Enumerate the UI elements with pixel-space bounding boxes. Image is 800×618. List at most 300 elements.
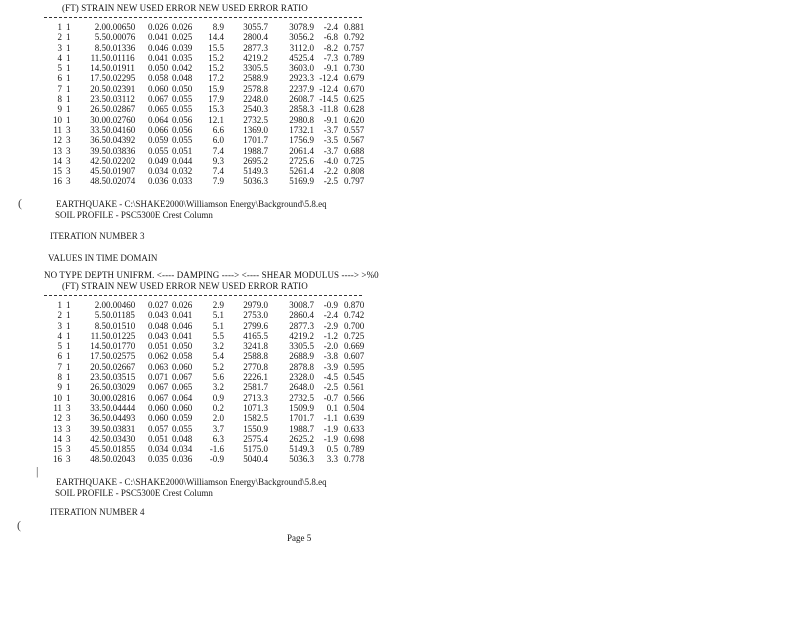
modulus-ratio: 0.557 (344, 124, 365, 135)
damping-used: 0.059 (172, 413, 193, 424)
depth-value: 5.5 (94, 310, 106, 321)
modulus-used: 3078.9 (289, 22, 314, 32)
modulus-ratio: 0.620 (344, 114, 365, 125)
table-row (44, 176, 384, 186)
modulus-error: -11.8 (319, 104, 338, 115)
table1-header-units: (FT) STRAIN NEW USED ERROR NEW USED ERROR RATIO (62, 3, 308, 13)
modulus-error: -1.1 (323, 413, 338, 424)
damping-new: 0.034 (148, 444, 169, 455)
damping-error: 15.2 (208, 63, 224, 74)
modulus-error: -3.7 (323, 145, 338, 156)
damping-error: -1.6 (209, 444, 224, 455)
damping-new: 0.046 (148, 42, 169, 53)
strain-value: 0.01911 (106, 63, 135, 74)
layer-type: 1 (66, 73, 71, 84)
modulus-ratio: 0.504 (344, 402, 365, 413)
layer-type: 3 (66, 135, 71, 146)
strain-value: 0.01855 (106, 444, 136, 455)
modulus-error: -1.2 (323, 330, 338, 341)
modulus-error: 0.5 (326, 444, 338, 455)
table-row (44, 73, 384, 83)
modulus-used: 3603.0 (289, 63, 314, 74)
damping-used: 0.034 (172, 444, 193, 455)
layer-type: 1 (66, 22, 71, 32)
layer-number: 2 (57, 32, 62, 43)
table-row (44, 434, 384, 444)
modulus-new: 1582.5 (243, 413, 268, 424)
modulus-used: 1988.7 (289, 423, 314, 434)
layer-number: 7 (57, 83, 62, 94)
modulus-used: 2923.3 (289, 73, 314, 84)
modulus-used: 2625.2 (289, 433, 314, 444)
layer-type: 1 (66, 63, 71, 74)
damping-used: 0.056 (172, 114, 193, 125)
table2-header-rule (44, 295, 362, 296)
damping-new: 0.049 (148, 155, 169, 166)
damping-new: 0.059 (148, 135, 169, 146)
modulus-new: 3055.7 (243, 22, 268, 32)
layer-type: 3 (66, 145, 71, 156)
strain-value: 0.04160 (106, 124, 136, 135)
damping-used: 0.041 (172, 330, 193, 341)
layer-number: 9 (57, 104, 62, 115)
damping-error: 14.4 (208, 32, 224, 43)
layer-type: 1 (66, 392, 71, 403)
depth-value: 36.5 (90, 413, 106, 424)
modulus-error: -14.5 (319, 94, 338, 105)
damping-new: 0.055 (148, 145, 169, 156)
damping-error: 5.1 (212, 320, 224, 331)
damping-used: 0.048 (172, 73, 193, 84)
damping-error: 15.9 (208, 83, 224, 94)
damping-error: 17.2 (208, 73, 224, 84)
modulus-ratio: 0.566 (344, 392, 365, 403)
damping-error: 3.7 (212, 423, 224, 434)
layer-number: 1 (57, 300, 62, 310)
scan-mark: ( (18, 196, 22, 210)
modulus-new: 2800.4 (243, 32, 268, 43)
modulus-used: 4219.2 (289, 330, 314, 341)
modulus-new: 2226.1 (243, 372, 268, 383)
layer-type: 1 (66, 341, 71, 352)
damping-new: 0.062 (148, 351, 169, 362)
layer-type: 3 (66, 423, 71, 434)
damping-used: 0.026 (172, 300, 193, 310)
modulus-used: 2237.9 (289, 83, 314, 94)
table-row (44, 341, 384, 351)
damping-new: 0.043 (148, 330, 169, 341)
table-row (44, 94, 384, 104)
damping-used: 0.058 (172, 351, 193, 362)
depth-value: 42.5 (90, 155, 106, 166)
depth-value: 45.5 (90, 444, 106, 455)
damping-used: 0.060 (172, 402, 193, 413)
modulus-new: 2753.0 (243, 310, 268, 321)
damping-used: 0.033 (172, 176, 193, 187)
modulus-ratio: 0.881 (344, 22, 365, 32)
damping-error: 2.9 (212, 300, 224, 310)
modulus-new: 1988.7 (243, 145, 268, 156)
damping-new: 0.041 (148, 32, 169, 43)
soil-profile-line-1: SOIL PROFILE - PSC5300E Crest Column (55, 210, 213, 220)
modulus-ratio: 0.789 (344, 444, 365, 455)
damping-new: 0.041 (148, 52, 169, 63)
depth-value: 5.5 (94, 32, 106, 43)
modulus-used: 2061.4 (289, 145, 314, 156)
depth-value: 30.0 (90, 114, 106, 125)
modulus-used: 2732.5 (289, 392, 314, 403)
layer-type: 1 (66, 300, 71, 310)
modulus-error: -1.9 (323, 423, 338, 434)
layer-type: 1 (66, 52, 71, 63)
layer-number: 5 (57, 63, 62, 74)
scan-mark: ( (17, 518, 21, 532)
modulus-used: 3112.0 (289, 42, 314, 53)
depth-value: 26.5 (90, 382, 106, 393)
damping-error: 7.4 (212, 166, 224, 177)
table-row (44, 351, 384, 361)
layer-type: 1 (66, 320, 71, 331)
damping-used: 0.042 (172, 63, 193, 74)
layer-type: 1 (66, 351, 71, 362)
damping-used: 0.046 (172, 320, 193, 331)
damping-used: 0.065 (172, 382, 193, 393)
modulus-new: 3241.8 (243, 341, 268, 352)
layer-type: 3 (66, 433, 71, 444)
modulus-ratio: 0.561 (344, 382, 365, 393)
modulus-error: -3.9 (323, 361, 338, 372)
strain-value: 0.02760 (106, 114, 136, 125)
modulus-error: -2.4 (323, 22, 338, 32)
strain-value: 0.03831 (106, 423, 136, 434)
layer-type: 1 (66, 42, 71, 53)
strain-value: 0.02575 (106, 351, 136, 362)
layer-number: 9 (57, 382, 62, 393)
depth-value: 42.5 (90, 433, 106, 444)
depth-value: 48.5 (90, 454, 106, 465)
modulus-error: -2.9 (323, 320, 338, 331)
modulus-ratio: 0.633 (344, 423, 365, 434)
table-row (44, 32, 384, 42)
table-row (44, 135, 384, 145)
depth-value: 48.5 (90, 176, 106, 187)
damping-new: 0.035 (148, 454, 169, 465)
layer-type: 3 (66, 176, 71, 187)
modulus-used: 5261.4 (289, 166, 314, 177)
damping-error: 5.4 (212, 351, 224, 362)
layer-type: 1 (66, 32, 71, 43)
modulus-used: 5169.9 (289, 176, 314, 187)
strain-value: 0.02816 (106, 392, 136, 403)
modulus-error: 0.1 (326, 402, 338, 413)
damping-error: 8.9 (212, 22, 224, 32)
modulus-ratio: 0.698 (344, 433, 365, 444)
damping-new: 0.065 (148, 104, 169, 115)
strain-value: 0.02074 (106, 176, 136, 187)
damping-used: 0.026 (172, 22, 193, 32)
modulus-new: 2578.8 (243, 83, 268, 94)
damping-used: 0.055 (172, 423, 193, 434)
table-row (44, 104, 384, 114)
table-row (44, 331, 384, 341)
modulus-new: 2588.8 (243, 351, 268, 362)
modulus-ratio: 0.669 (344, 341, 365, 352)
modulus-error: -6.8 (323, 32, 338, 43)
table-row (44, 63, 384, 73)
modulus-ratio: 0.797 (344, 176, 365, 187)
iteration-number-3: ITERATION NUMBER 3 (50, 231, 145, 241)
layer-type: 1 (66, 104, 71, 115)
modulus-used: 2858.3 (289, 104, 314, 115)
damping-error: 0.9 (212, 392, 224, 403)
layer-type: 1 (66, 310, 71, 321)
modulus-new: 2713.3 (243, 392, 268, 403)
modulus-error: -2.5 (323, 382, 338, 393)
modulus-new: 2770.8 (243, 361, 268, 372)
layer-type: 3 (66, 124, 71, 135)
modulus-new: 2877.3 (243, 42, 268, 53)
strain-value: 0.02667 (106, 361, 136, 372)
damping-used: 0.032 (172, 166, 193, 177)
damping-used: 0.050 (172, 83, 193, 94)
layer-number: 13 (53, 145, 62, 156)
strain-value: 0.01770 (106, 341, 136, 352)
modulus-used: 5036.3 (289, 454, 314, 465)
table-row (44, 382, 384, 392)
strain-value: 0.02043 (106, 454, 136, 465)
modulus-new: 4219.2 (243, 52, 268, 63)
damping-new: 0.036 (148, 176, 169, 187)
strain-value: 0.04444 (106, 402, 136, 413)
damping-error: 15.2 (208, 52, 224, 63)
values-in-time-domain: VALUES IN TIME DOMAIN (48, 253, 158, 263)
modulus-used: 1509.9 (289, 402, 314, 413)
layer-number: 3 (57, 42, 62, 53)
damping-error: 5.5 (212, 330, 224, 341)
depth-value: 33.5 (90, 124, 106, 135)
strain-value: 0.03836 (106, 145, 136, 156)
strain-value: 0.01185 (106, 310, 135, 321)
modulus-ratio: 0.725 (344, 330, 365, 341)
modulus-new: 2732.5 (243, 114, 268, 125)
modulus-ratio: 0.808 (344, 166, 365, 177)
modulus-error: -4.5 (323, 372, 338, 383)
layer-type: 3 (66, 454, 71, 465)
layer-type: 3 (66, 413, 71, 424)
modulus-new: 5175.0 (243, 444, 268, 455)
strain-value: 0.02391 (106, 83, 136, 94)
iteration-table-1 (44, 22, 384, 187)
layer-type: 1 (66, 382, 71, 393)
table2-header-columns: NO TYPE DEPTH UNIFRM. <---- DAMPING ----> <---- SHEAR MODULUS ----> >%0 (44, 270, 379, 280)
damping-new: 0.034 (148, 166, 169, 177)
strain-value: 0.00076 (106, 32, 136, 43)
modulus-error: -1.9 (323, 433, 338, 444)
table-row (44, 362, 384, 372)
modulus-used: 2328.0 (289, 372, 314, 383)
damping-error: 5.2 (212, 361, 224, 372)
table-row (44, 84, 384, 94)
modulus-new: 2540.3 (243, 104, 268, 115)
damping-new: 0.060 (148, 402, 169, 413)
damping-used: 0.035 (172, 52, 193, 63)
modulus-error: -3.7 (323, 124, 338, 135)
damping-new: 0.057 (148, 423, 169, 434)
strain-value: 0.04493 (106, 413, 136, 424)
layer-number: 6 (57, 73, 62, 84)
damping-error: -0.9 (209, 454, 224, 465)
layer-number: 16 (53, 176, 62, 187)
damping-error: 6.3 (212, 433, 224, 444)
modulus-new: 1369.0 (243, 124, 268, 135)
table-row (44, 146, 384, 156)
modulus-error: -0.7 (323, 392, 338, 403)
layer-type: 3 (66, 166, 71, 177)
damping-error: 2.0 (212, 413, 224, 424)
damping-new: 0.051 (148, 341, 169, 352)
damping-new: 0.067 (148, 392, 169, 403)
damping-new: 0.063 (148, 361, 169, 372)
depth-value: 17.5 (90, 351, 106, 362)
table-row (44, 166, 384, 176)
modulus-ratio: 0.789 (344, 52, 365, 63)
modulus-ratio: 0.757 (344, 42, 365, 53)
strain-value: 0.01907 (106, 166, 136, 177)
modulus-used: 2608.7 (289, 94, 314, 105)
modulus-error: -2.4 (323, 310, 338, 321)
modulus-error: -7.3 (323, 52, 338, 63)
layer-number: 3 (57, 320, 62, 331)
modulus-error: -12.4 (319, 83, 338, 94)
modulus-new: 2575.4 (243, 433, 268, 444)
strain-value: 0.03112 (106, 94, 135, 105)
strain-value: 0.03029 (106, 382, 136, 393)
modulus-ratio: 0.670 (344, 83, 365, 94)
modulus-ratio: 0.545 (344, 372, 365, 383)
layer-number: 14 (53, 433, 62, 444)
layer-number: 8 (57, 372, 62, 383)
modulus-ratio: 0.595 (344, 361, 365, 372)
layer-type: 3 (66, 155, 71, 166)
modulus-new: 1071.3 (243, 402, 268, 413)
damping-used: 0.039 (172, 42, 193, 53)
table-row (44, 125, 384, 135)
modulus-used: 2860.4 (289, 310, 314, 321)
damping-error: 5.1 (212, 310, 224, 321)
layer-number: 7 (57, 361, 62, 372)
layer-number: 13 (53, 423, 62, 434)
modulus-used: 5149.3 (289, 444, 314, 455)
layer-number: 15 (53, 444, 62, 455)
depth-value: 8.5 (94, 42, 106, 53)
modulus-new: 5149.3 (243, 166, 268, 177)
strain-value: 0.02202 (106, 155, 136, 166)
modulus-error: 3.3 (326, 454, 338, 465)
layer-number: 8 (57, 94, 62, 105)
modulus-error: -3.8 (323, 351, 338, 362)
modulus-used: 3056.2 (289, 32, 314, 43)
modulus-ratio: 0.700 (344, 320, 365, 331)
layer-number: 10 (53, 392, 62, 403)
layer-type: 3 (66, 402, 71, 413)
layer-number: 10 (53, 114, 62, 125)
depth-value: 23.5 (90, 372, 106, 383)
iteration-number-4: ITERATION NUMBER 4 (50, 507, 145, 517)
modulus-error: -4.0 (323, 155, 338, 166)
modulus-ratio: 0.688 (344, 145, 365, 156)
depth-value: 20.5 (90, 361, 106, 372)
damping-used: 0.048 (172, 433, 193, 444)
damping-used: 0.067 (172, 372, 193, 383)
table-row (44, 444, 384, 454)
damping-used: 0.055 (172, 94, 193, 105)
damping-used: 0.041 (172, 310, 193, 321)
modulus-new: 1550.9 (243, 423, 268, 434)
table-row (44, 300, 384, 310)
modulus-error: -9.1 (323, 63, 338, 74)
damping-used: 0.055 (172, 104, 193, 115)
modulus-new: 2581.7 (243, 382, 268, 393)
earthquake-line-1: EARTHQUAKE - C:\SHAKE2000\Williamson Energy\Background\5.8.eq (56, 199, 327, 209)
damping-new: 0.060 (148, 83, 169, 94)
table-row (44, 310, 384, 320)
damping-error: 3.2 (212, 341, 224, 352)
modulus-ratio: 0.625 (344, 94, 365, 105)
table-row (44, 424, 384, 434)
layer-type: 1 (66, 94, 71, 105)
damping-used: 0.044 (172, 155, 193, 166)
modulus-used: 2725.6 (289, 155, 314, 166)
layer-type: 3 (66, 444, 71, 455)
damping-error: 6.0 (212, 135, 224, 146)
modulus-new: 5036.3 (243, 176, 268, 187)
table-row (44, 454, 384, 464)
damping-error: 5.6 (212, 372, 224, 383)
modulus-used: 2980.8 (289, 114, 314, 125)
page-number: Page 5 (287, 533, 312, 543)
depth-value: 2.0 (94, 22, 106, 32)
modulus-used: 2648.0 (289, 382, 314, 393)
modulus-ratio: 0.792 (344, 32, 365, 43)
scan-mark: | (36, 464, 39, 478)
modulus-new: 5040.4 (243, 454, 268, 465)
table-row (44, 43, 384, 53)
layer-type: 1 (66, 372, 71, 383)
modulus-error: -8.2 (323, 42, 338, 53)
table-row (44, 53, 384, 63)
modulus-error: -9.1 (323, 114, 338, 125)
damping-used: 0.050 (172, 341, 193, 352)
strain-value: 0.03430 (106, 433, 136, 444)
strain-value: 0.01336 (106, 42, 136, 53)
strain-value: 0.01510 (106, 320, 136, 331)
modulus-ratio: 0.730 (344, 63, 365, 74)
damping-new: 0.048 (148, 320, 169, 331)
modulus-new: 4165.5 (243, 330, 268, 341)
strain-value: 0.02867 (106, 104, 136, 115)
modulus-used: 2688.9 (289, 351, 314, 362)
depth-value: 36.5 (90, 135, 106, 146)
modulus-used: 3008.7 (289, 300, 314, 310)
depth-value: 8.5 (94, 320, 106, 331)
layer-number: 6 (57, 351, 62, 362)
damping-error: 7.4 (212, 145, 224, 156)
damping-used: 0.051 (172, 145, 193, 156)
layer-number: 11 (53, 402, 62, 413)
iteration-table-2 (44, 300, 384, 465)
layer-number: 1 (57, 22, 62, 32)
damping-used: 0.060 (172, 361, 193, 372)
